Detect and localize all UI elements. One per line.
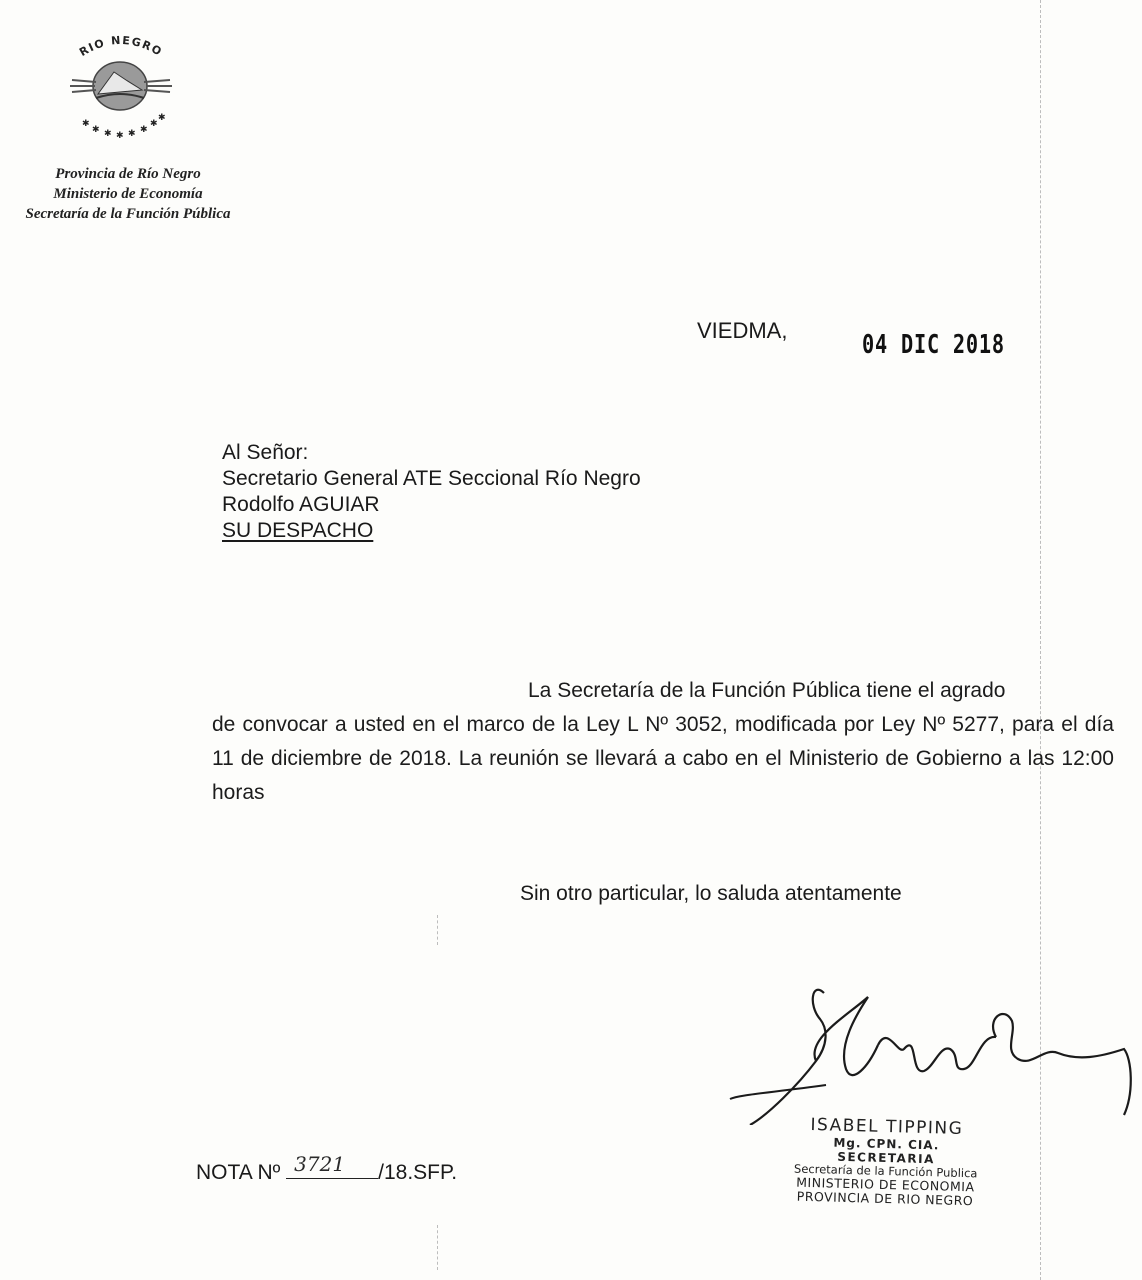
svg-text:✱: ✱	[104, 129, 112, 139]
svg-text:✱: ✱	[128, 129, 136, 139]
svg-text:✱: ✱	[92, 125, 100, 135]
signer-role: SECRETARIA	[837, 1149, 936, 1167]
addressee-delivery: SU DESPACHO	[222, 519, 374, 542]
signer-degree: Mg. CPN. CIA.	[833, 1135, 940, 1153]
signer-province: PROVINCIA DE RIO NEGRO	[796, 1188, 974, 1209]
scan-artifact-line	[437, 915, 438, 945]
date-stamp: 04 DIC 2018	[862, 330, 1005, 360]
note-number	[196, 1152, 458, 1185]
date-place: VIEDMA,	[697, 318, 788, 343]
scan-artifact-line	[437, 1225, 438, 1270]
letterhead-secretariat: Secretaría de la Función Pública	[25, 206, 231, 222]
letterhead-org	[2, 164, 254, 224]
svg-text:✱: ✱	[150, 119, 158, 129]
svg-text:✱: ✱	[158, 113, 166, 123]
signer-name: ISABEL TIPPING	[810, 1115, 964, 1140]
crest-label: RIO NEGRO	[77, 33, 165, 60]
body-paragraph: de convocar a usted en el marco de la Ley L Nº 3052, modificada por Ley Nº 5277, para el día 11 de diciembre de 2018. La reunión se llevará a cabo en el Ministerio de Gobierno a las 12:00 horas	[212, 713, 1114, 804]
svg-text:✱: ✱	[116, 131, 124, 141]
svg-text:✱: ✱	[82, 119, 90, 129]
signature-stamp	[757, 1114, 1015, 1210]
body-first-line: La Secretaría de la Función Pública tiene el agrado	[528, 679, 1006, 702]
province-crest	[62, 28, 180, 146]
closing-line: Sin otro particular, lo saluda atentamente	[520, 882, 902, 905]
signer-ministry: MINISTERIO DE ECONOMIA	[796, 1174, 975, 1195]
note-prefix: NOTA Nº	[196, 1161, 281, 1184]
note-number-blank	[286, 1152, 378, 1179]
svg-text:✱: ✱	[140, 125, 148, 135]
svg-text:RIO NEGRO	[77, 34, 165, 59]
note-suffix: /18.SFP.	[378, 1161, 458, 1184]
addressee-title: Secretario General ATE Seccional Río Negro	[222, 467, 641, 490]
signer-office: Secretaría de la Función Publica	[793, 1161, 978, 1181]
note-handwritten-number: 3721	[294, 1152, 346, 1176]
addressee-block	[222, 440, 641, 544]
letterhead-ministry: Ministerio de Economía	[53, 186, 203, 202]
letterhead-province: Provincia de Río Negro	[55, 166, 201, 182]
letter-body	[212, 674, 1114, 810]
addressee-name: Rodolfo AGUIAR	[222, 493, 380, 516]
handwritten-signature	[728, 975, 1142, 1125]
addressee-salutation: Al Señor:	[222, 441, 309, 464]
